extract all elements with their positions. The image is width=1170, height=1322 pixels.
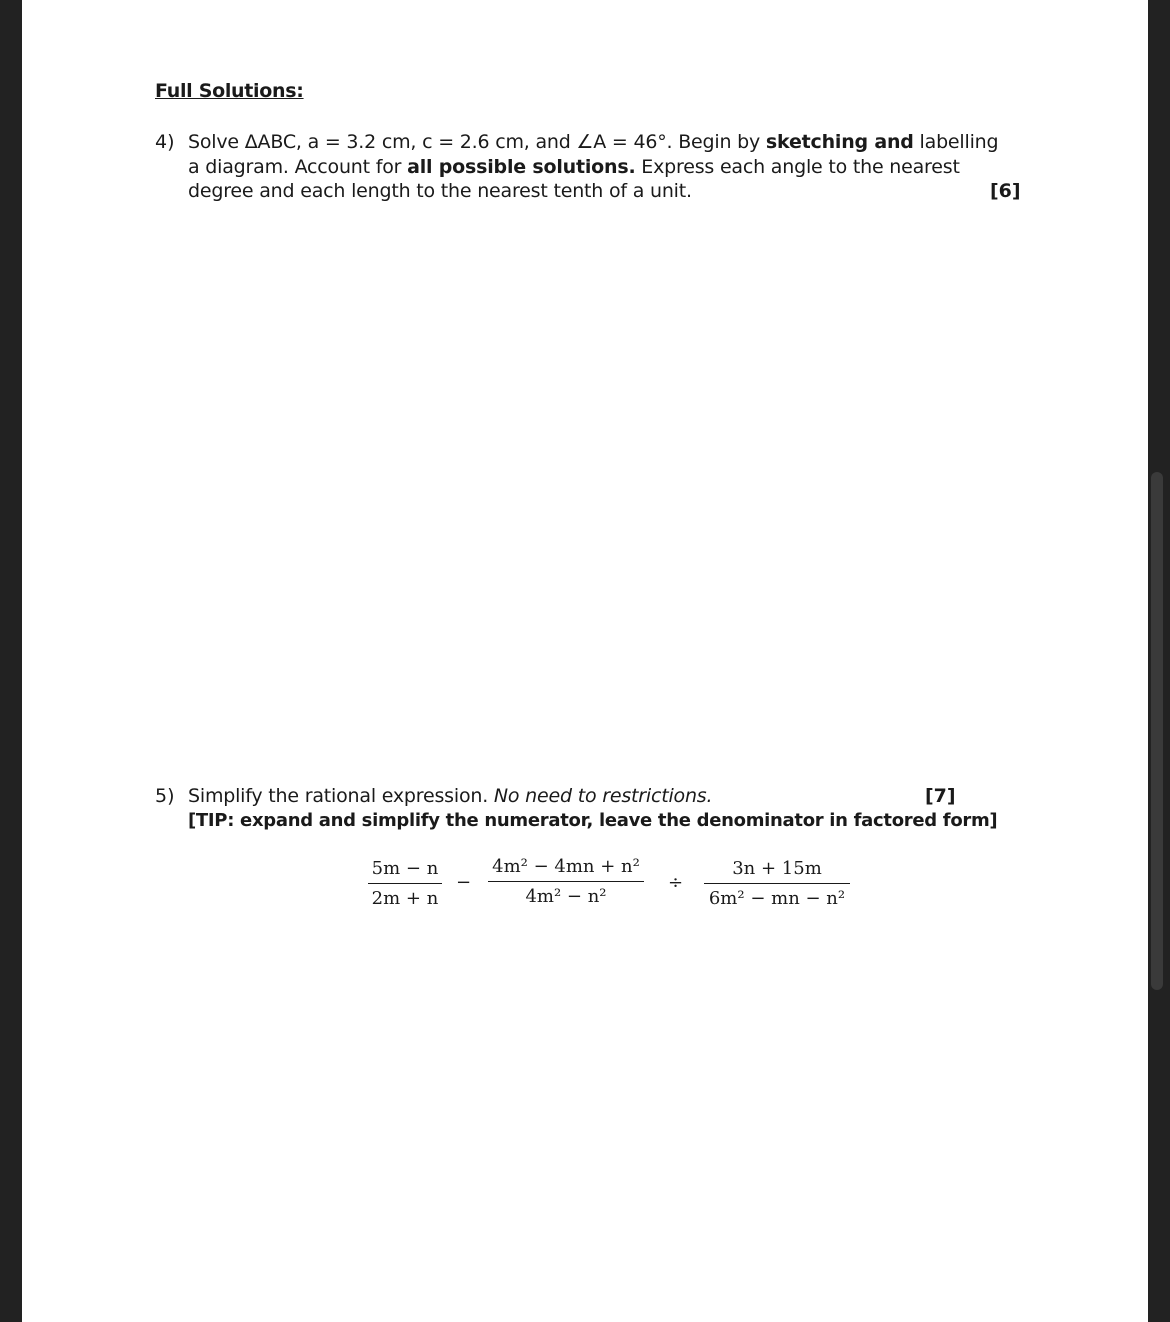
fraction-2-numerator: 4m² − 4mn + n² xyxy=(488,856,644,882)
scrollbar-thumb[interactable] xyxy=(1151,472,1163,990)
fraction-3 xyxy=(704,858,850,909)
page-title: Full Solutions: xyxy=(155,80,304,102)
question-5-tip: [TIP: expand and simplify the numerator, leave the denominator in factored form] xyxy=(188,810,998,831)
minus-operator: − xyxy=(456,872,472,893)
fraction-3-numerator: 3n + 15m xyxy=(704,858,850,884)
question-5-marks: [7] xyxy=(925,785,956,807)
q4-line2-text-b: Express each angle to the nearest xyxy=(635,156,960,178)
question-4-line-3: degree and each length to the nearest tenth of a unit. xyxy=(188,180,692,202)
question-4-number: 4) xyxy=(155,131,175,153)
left-margin-bar xyxy=(0,0,22,1322)
q4-line1-bold: sketching and xyxy=(765,131,914,153)
q4-line2-text-a: a diagram. Account for xyxy=(188,156,408,178)
question-4-line-1 xyxy=(188,131,998,153)
fraction-1-numerator: 5m − n xyxy=(368,858,442,884)
q4-line1-text-b: labelling xyxy=(913,131,999,153)
fraction-1-denominator: 2m + n xyxy=(371,888,439,909)
q4-line2-bold: all possible solutions. xyxy=(407,156,636,178)
question-5-number: 5) xyxy=(155,785,175,807)
q5-line1-italic: No need to restrictions. xyxy=(493,785,713,807)
fraction-3-denominator: 6m² − mn − n² xyxy=(708,888,846,909)
q5-line1-text: Simplify the rational expression. xyxy=(188,785,494,807)
question-4-line-2 xyxy=(188,156,960,178)
fraction-2 xyxy=(488,856,644,907)
fraction-2-denominator: 4m² − n² xyxy=(525,886,607,907)
question-4-marks: [6] xyxy=(990,180,1021,202)
fraction-1 xyxy=(368,858,442,909)
q4-line1-text-a: Solve ΔABC, a = 3.2 cm, c = 2.6 cm, and ∠A = 46°. Begin by xyxy=(188,131,766,153)
question-5-line-1 xyxy=(188,785,712,807)
divide-operator: ÷ xyxy=(668,872,684,893)
